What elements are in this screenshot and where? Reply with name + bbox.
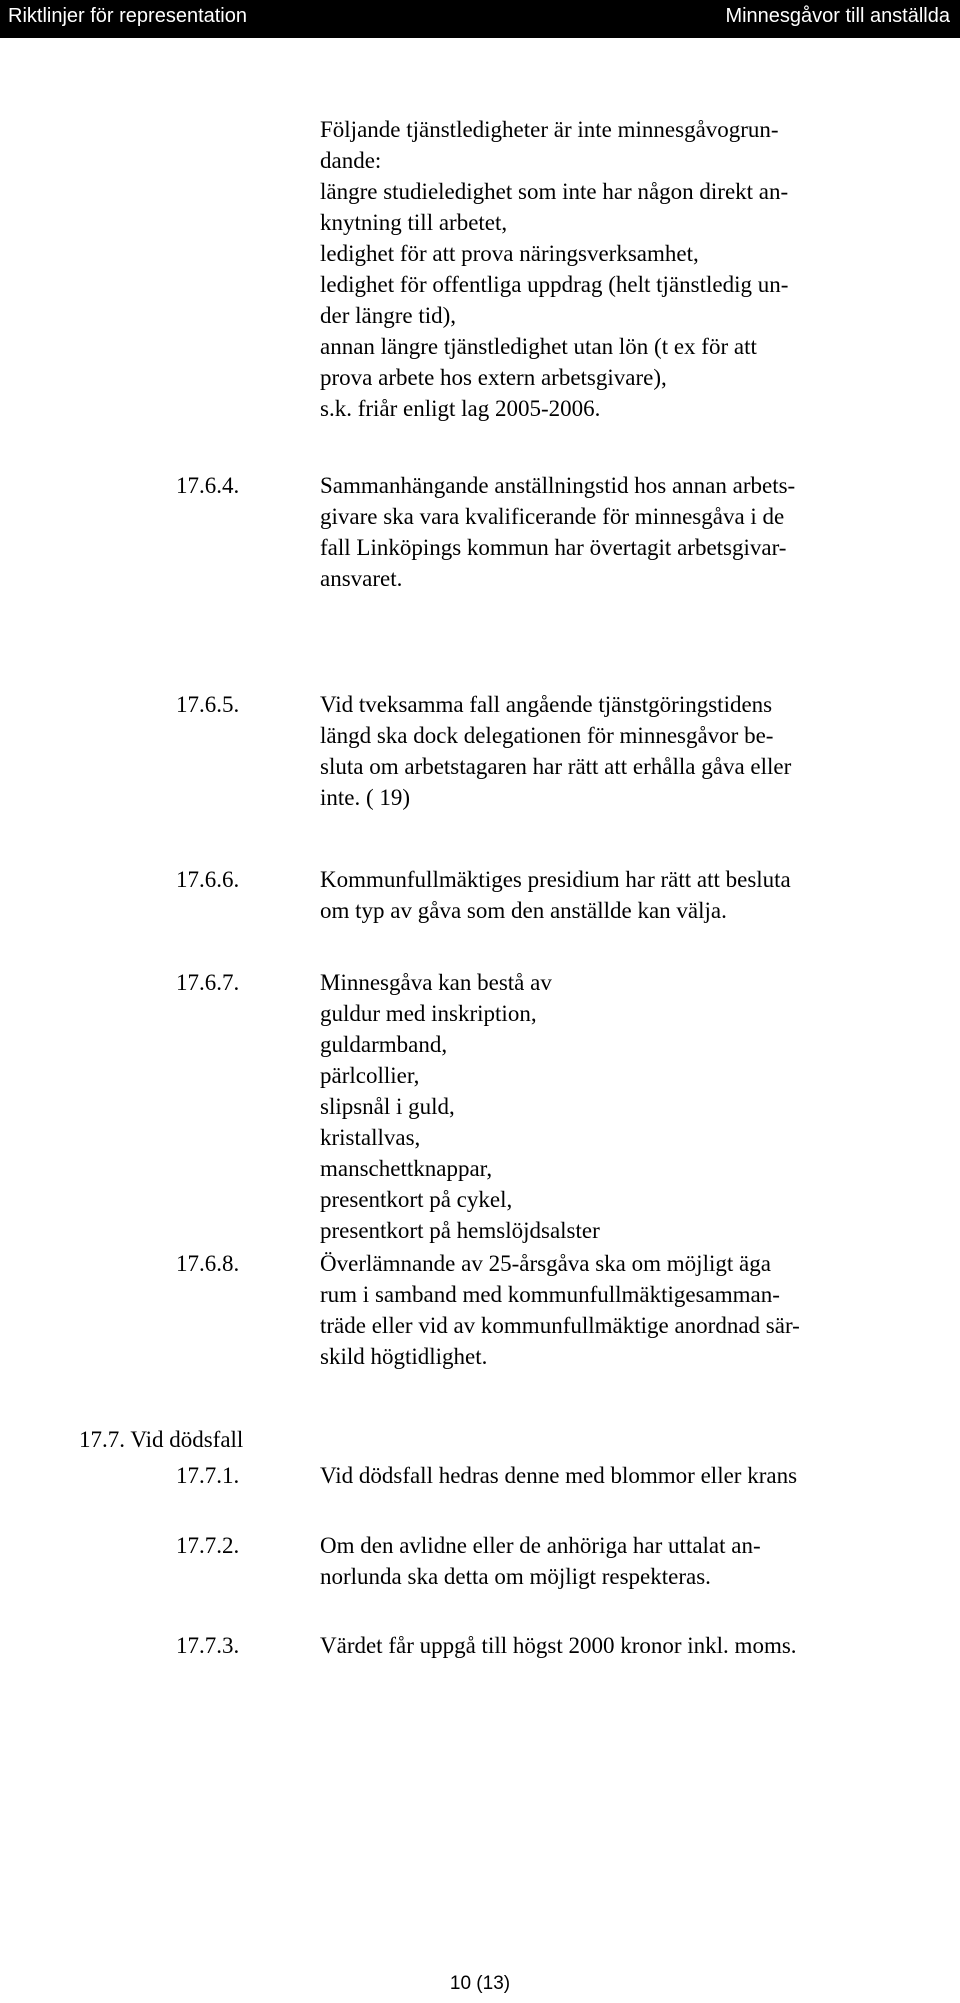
- item-number: 17.7.1.: [176, 1463, 240, 1488]
- text-line: norlunda ska detta om möjligt respekteras.: [320, 1564, 711, 1589]
- page-header: [0, 0, 960, 38]
- item-text: [320, 1248, 800, 1372]
- text-line: Sammanhängande anställningstid hos annan arbets-: [320, 473, 796, 498]
- list-line: slipsnål i guld,: [320, 1094, 455, 1119]
- item-text: [320, 1460, 797, 1491]
- item-text: [320, 967, 600, 1246]
- item-text: [320, 1630, 797, 1661]
- text-line: Om den avlidne eller de anhöriga har uttalat an-: [320, 1533, 761, 1558]
- text-line: s.k. friår enligt lag 2005-2006.: [320, 396, 601, 421]
- text-line: annan längre tjänstledighet utan lön (t ex för att: [320, 334, 757, 359]
- item-text: [320, 864, 791, 926]
- page-number: 10 (13): [449, 1973, 511, 1994]
- item-number: 17.7.3.: [176, 1633, 240, 1658]
- list-line: presentkort på hemslöjdsalster: [320, 1218, 600, 1243]
- text-line: Värdet får uppgå till högst 2000 kronor inkl. moms.: [320, 1633, 797, 1658]
- text-line: träde eller vid av kommunfullmäktige anordnad sär-: [320, 1313, 800, 1338]
- text-line: fall Linköpings kommun har övertagit arbetsgivar-: [320, 535, 787, 560]
- text-line: Följande tjänstledigheter är inte minnesgåvogrun-: [320, 117, 779, 142]
- text-line: Överlämnande av 25-årsgåva ska om möjligt äga: [320, 1251, 771, 1276]
- text-line: knytning till arbetet,: [320, 210, 508, 235]
- text-line: der längre tid),: [320, 303, 457, 328]
- intro-paragraph: [320, 114, 788, 424]
- text-line: längd ska dock delegationen för minnesgåvor be-: [320, 723, 774, 748]
- text-line: dande:: [320, 148, 382, 173]
- list-line: manschettknappar,: [320, 1156, 493, 1181]
- item-text: [320, 470, 795, 594]
- text-line: Kommunfullmäktiges presidium har rätt att besluta: [320, 867, 791, 892]
- item-number: 17.7.2.: [176, 1533, 240, 1558]
- document-title: Riktlinjer för representation: [8, 5, 247, 27]
- text-line: Vid dödsfall hedras denne med blommor eller krans: [320, 1463, 798, 1488]
- item-number: 17.6.7.: [176, 970, 240, 995]
- list-line: guldur med inskription,: [320, 1001, 537, 1026]
- text-line: längre studieledighet som inte har någon direkt an-: [320, 179, 789, 204]
- list-line: kristallvas,: [320, 1125, 421, 1150]
- list-line: presentkort på cykel,: [320, 1187, 513, 1212]
- text-line: ledighet för att prova näringsverksamhet,: [320, 241, 699, 266]
- item-number: 17.6.4.: [176, 473, 240, 498]
- text-line: ledighet för offentliga uppdrag (helt tjänstledig un-: [320, 272, 789, 297]
- item-text: [320, 1530, 761, 1592]
- text-line: Minnesgåva kan bestå av: [320, 970, 552, 995]
- text-line: rum i samband med kommunfullmäktigesamman-: [320, 1282, 780, 1307]
- section-heading: 17.7. Vid dödsfall: [79, 1427, 244, 1452]
- text-line: Vid tveksamma fall angående tjänstgöringstidens: [320, 692, 773, 717]
- item-number: 17.6.5.: [176, 692, 240, 717]
- section-title: Minnesgåvor till anställda: [725, 5, 950, 27]
- list-line: pärlcollier,: [320, 1063, 420, 1088]
- text-line: ansvaret.: [320, 566, 403, 591]
- text-line: prova arbete hos extern arbetsgivare),: [320, 365, 667, 390]
- text-line: inte. ( 19): [320, 785, 411, 810]
- text-line: givare ska vara kvalificerande för minnesgåva i de: [320, 504, 785, 529]
- item-number: 17.6.8.: [176, 1251, 240, 1276]
- text-line: skild högtidlighet.: [320, 1344, 488, 1369]
- item-text: [320, 689, 791, 813]
- item-number: 17.6.6.: [176, 867, 240, 892]
- list-line: guldarmband,: [320, 1032, 448, 1057]
- text-line: sluta om arbetstagaren har rätt att erhålla gåva eller: [320, 754, 792, 779]
- text-line: om typ av gåva som den anställde kan välja.: [320, 898, 727, 923]
